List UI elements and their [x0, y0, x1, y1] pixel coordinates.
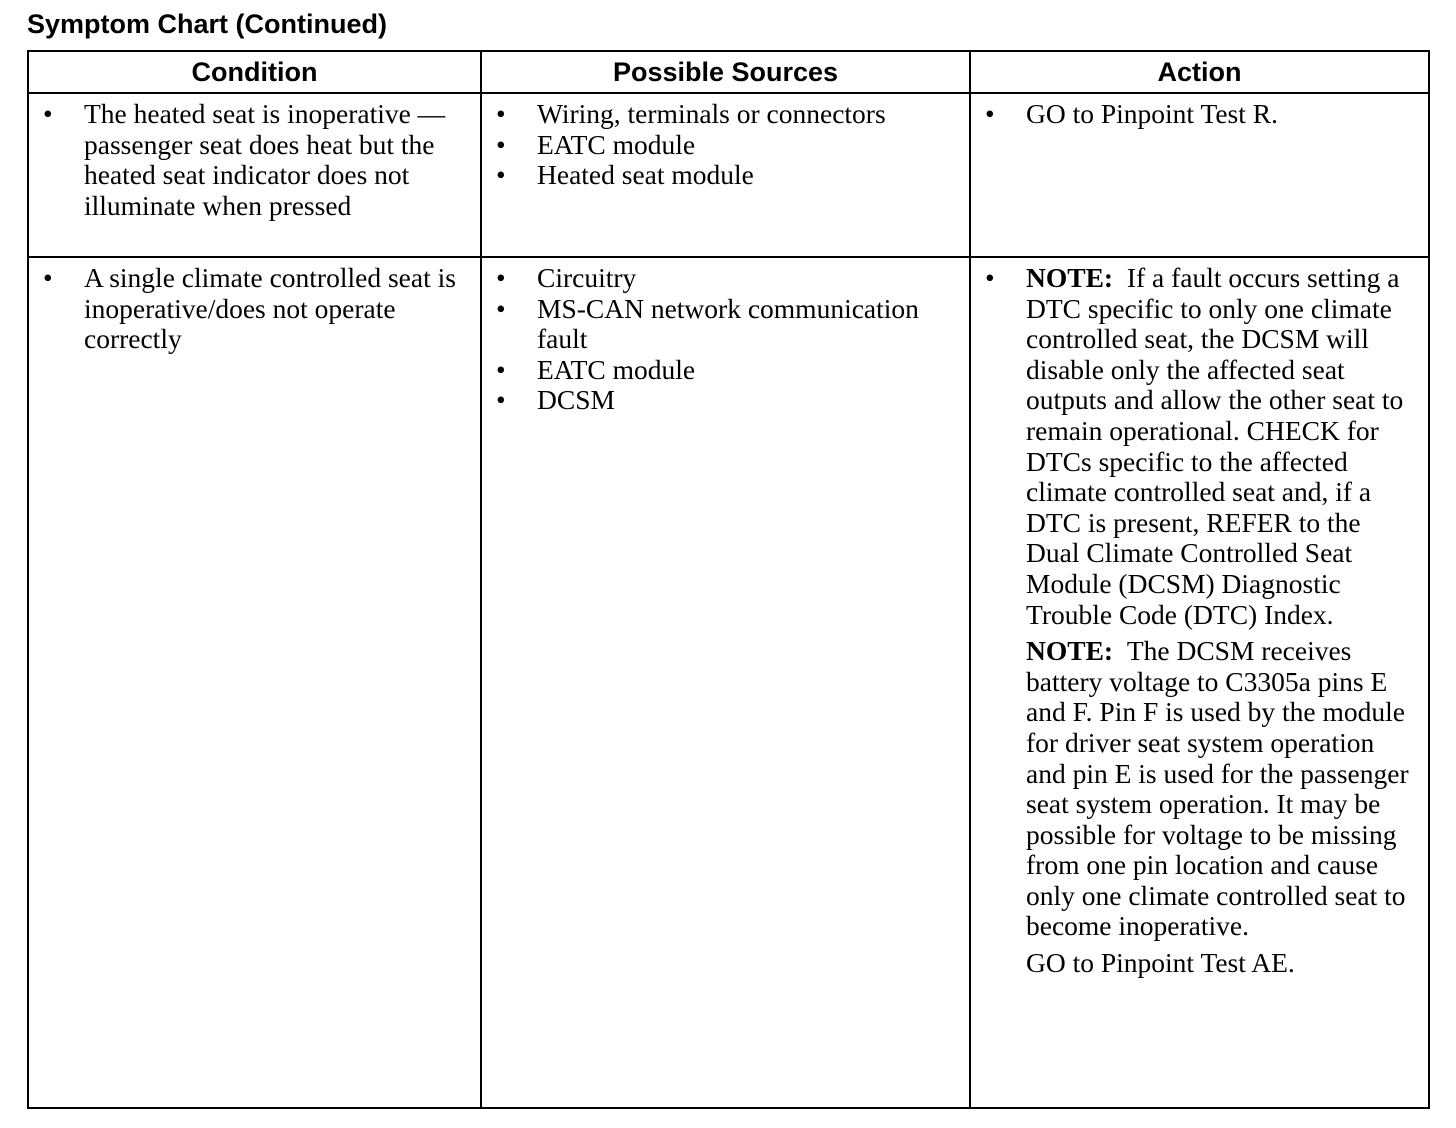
symptom-chart-table	[27, 50, 1430, 1109]
source-item: • Wiring, terminals or connectors	[482, 99, 969, 130]
source-item: • DCSM	[482, 385, 969, 416]
condition-cell	[28, 93, 481, 257]
page-title: Symptom Chart (Continued)	[27, 9, 387, 39]
table-row	[28, 93, 1429, 257]
table-header-row	[28, 51, 1429, 93]
note-paragraph	[1026, 636, 1420, 942]
action-final: GO to Pinpoint Test AE.	[1026, 947, 1295, 979]
sources-cell	[481, 93, 970, 257]
header-action: Action	[970, 51, 1429, 93]
table-row	[28, 257, 1429, 1108]
note-text: If a fault occurs setting a DTC specific to only one climate controlled seat, the DCSM will disable only the affected seat outputs and allow the other seat to remain operational. CHECK for DTCs specific to the affected climate controlled seat and, if a DTC is present, REFER to the Dual Climate Controlled Seat Module (DCSM) Diagnostic Trouble Code (DTC) Index.	[1026, 262, 1404, 630]
condition-item: • A single climate controlled seat is inoperative/does not operate correctly	[29, 263, 480, 355]
condition-cell	[28, 257, 481, 1108]
sources-cell	[481, 257, 970, 1108]
condition-item: • The heated seat is inoperative — passenger seat does heat but the heated seat indicator does not illuminate when pressed	[29, 99, 480, 221]
action-cell	[970, 257, 1429, 1108]
source-item: • MS-CAN network communication fault	[482, 294, 969, 355]
note-label: NOTE:	[1026, 635, 1114, 667]
header-condition: Condition	[28, 51, 481, 93]
source-item: • EATC module	[482, 130, 969, 161]
action-item	[971, 263, 1428, 979]
action-item: • GO to Pinpoint Test R.	[971, 99, 1428, 130]
note-paragraph	[1026, 263, 1420, 630]
source-item: • Heated seat module	[482, 160, 969, 191]
action-cell	[970, 93, 1429, 257]
source-item: • Circuitry	[482, 263, 969, 294]
header-possible-sources: Possible Sources	[481, 51, 970, 93]
note-text: The DCSM receives battery voltage to C3305a pins E and F. Pin F is used by the module for driver seat system operation and pin E is used for the passenger seat system operation. It may be possible for voltage to be missing from one pin location and cause only one climate controlled seat to become inoperative.	[1026, 635, 1409, 942]
note-label: NOTE:	[1026, 262, 1114, 293]
source-item: • EATC module	[482, 355, 969, 386]
